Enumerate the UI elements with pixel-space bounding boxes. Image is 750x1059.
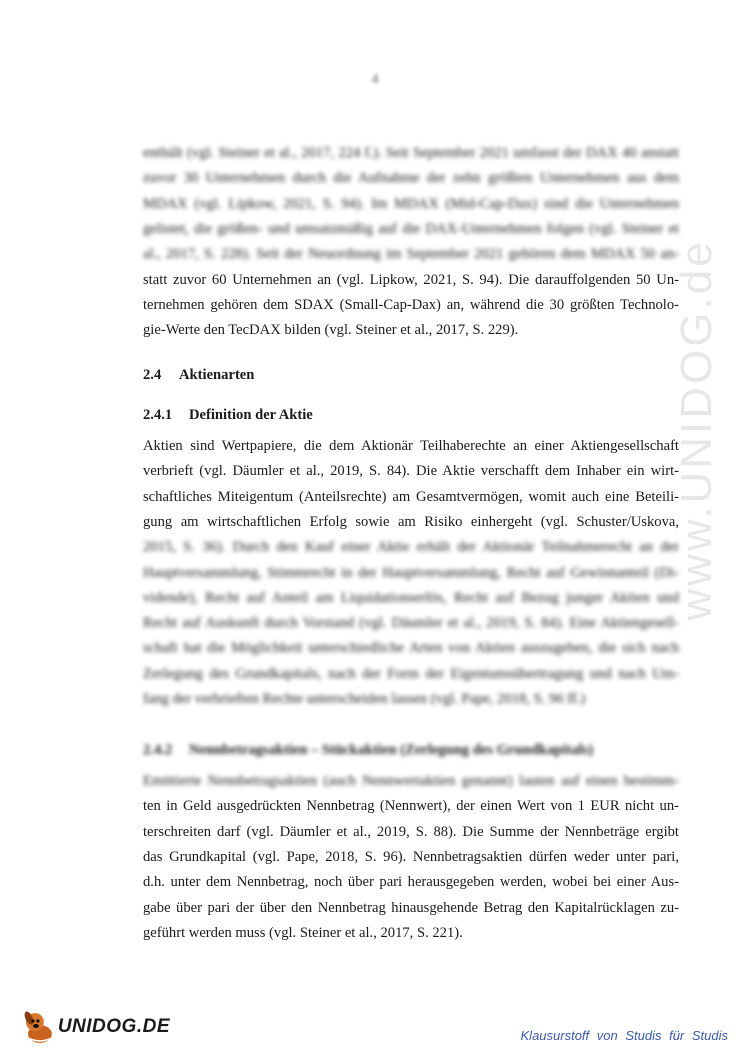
text-line: zuvor 30 Unternehmen durch die Aufnahme der zehn größten Unternehmen aus dem xyxy=(143,170,679,187)
section-title: Definition der Aktie xyxy=(189,407,313,423)
text-line: enthält (vgl. Steiner et al., 2017, 224 f.). Seit September 2021 umfasst der DAX 40 anstatt xyxy=(143,145,679,161)
text-line: 2015, S. 36). Durch den Kauf einer Aktie erhält der Aktionär Teilnahmerecht an der xyxy=(143,539,679,556)
text-line: MDAX (vgl. Lipkow, 2021, S. 94). Im MDAX (Mid-Cap-Dax) sind die Unternehmen xyxy=(143,195,679,212)
section-title: Aktienarten xyxy=(179,367,255,383)
text-line: das Grundkapital (vgl. Pape, 2018, S. 96). Nennbetragsaktien dürfen weder unter pari, xyxy=(143,848,679,865)
page-number: 4 xyxy=(371,72,379,87)
text-line: verbrieft (vgl. Däumler et al., 2019, S. 84). Die Aktie verschafft dem Inhaber ein wirt- xyxy=(143,463,679,480)
text-line: gelistet, die größen- und umsatzmäßig auf die DAX-Unternehmen folgen (vgl. Steiner et xyxy=(143,220,679,237)
text-line: Zerlegung des Grundkapitals, nach der Form der Eigentumsübertragung und nach Um- xyxy=(143,665,679,682)
text-line: Hauptversammlung, Stimmrecht in der Hauptversammlung, Recht auf Gewinnanteil (Di- xyxy=(143,564,679,581)
section-heading-2-4-1 xyxy=(143,407,313,424)
text-line: ten in Geld ausgedrückten Nennbetrag (Nennwert), der einen Wert von 1 EUR nicht un- xyxy=(143,798,679,815)
section-number: 2.4 xyxy=(143,367,162,383)
text-line: Recht auf Auskunft durch Vorstand (vgl. Däumler et al., 2019, S. 84). Eine Aktiengesell- xyxy=(143,615,679,632)
text-line: gabe über pari der über den Nennbetrag hinausgehende Betrag den Kapitalrücklagen zu- xyxy=(143,899,679,916)
text-line: fang der verbrieften Rechte unterscheiden lassen (vgl. Pape, 2018, S. 96 ff.) xyxy=(143,691,586,707)
section-heading-2-4 xyxy=(143,367,254,384)
section-number: 2.4.1 xyxy=(143,407,173,423)
text-line: vidende), Recht auf Anteil am Liquidationserlös, Recht auf Bezug junger Aktien und xyxy=(143,589,679,606)
text-line: gie-Werte den TecDAX bilden (vgl. Steiner et al., 2017, S. 229). xyxy=(143,322,519,339)
text-line: d.h. unter dem Nennbetrag, noch über pari herausgegeben werden, wobei bei einer Aus- xyxy=(143,874,679,891)
footer-tagline: Klausurstoff von Studis für Studis xyxy=(520,1028,728,1043)
text-line: terschreiten darf (vgl. Däumler et al., 2019, S. 88). Die Summe der Nennbeträge ergibt xyxy=(143,823,679,840)
section-number: 2.4.2 xyxy=(143,742,173,758)
logo-text: UNIDOG.DE xyxy=(57,1016,170,1037)
section-heading-2-4-2 xyxy=(143,742,593,759)
unidog-logo[interactable] xyxy=(20,1005,170,1049)
text-line: Aktien sind Wertpapiere, die dem Aktionär Teilhaberechte an einer Aktiengesellschaft xyxy=(143,438,679,454)
text-line: Emittierte Nennbetragsaktien (auch Nennwertaktien genannt) lauten auf einen bestimm- xyxy=(143,773,679,789)
text-line: ternehmen gehören dem SDAX (Small-Cap-Dax) an, während die 30 größten Technolo- xyxy=(143,296,679,313)
text-line: schaftliches Miteigentum (Anteilsrechte) am Gesamtvermögen, womit auch eine Beteili- xyxy=(143,488,679,505)
text-line: gung am wirtschaftlichen Erfolg sowie am Risiko einhergeht (vgl. Schuster/Uskova, xyxy=(143,513,679,530)
dog-icon xyxy=(20,1007,60,1047)
watermark: www.UNIDOG.de xyxy=(672,239,721,621)
text-line: geführt werden muss (vgl. Steiner et al., 2017, S. 221). xyxy=(143,924,463,941)
text-line: statt zuvor 60 Unternehmen an (vgl. Lipkow, 2021, S. 94). Die darauffolgenden 50 Un- xyxy=(143,271,679,288)
section-title: Nennbetragsaktien – Stückaktien (Zerlegung des Grundkapitals) xyxy=(189,742,594,758)
text-line: schaft hat die Möglichkeit unterschiedliche Arten von Aktien auszugeben, die sich nach xyxy=(143,640,679,657)
text-line: al., 2017, S. 228). Seit der Neuordnung im September 2021 gehören dem MDAX 50 an- xyxy=(143,246,679,263)
